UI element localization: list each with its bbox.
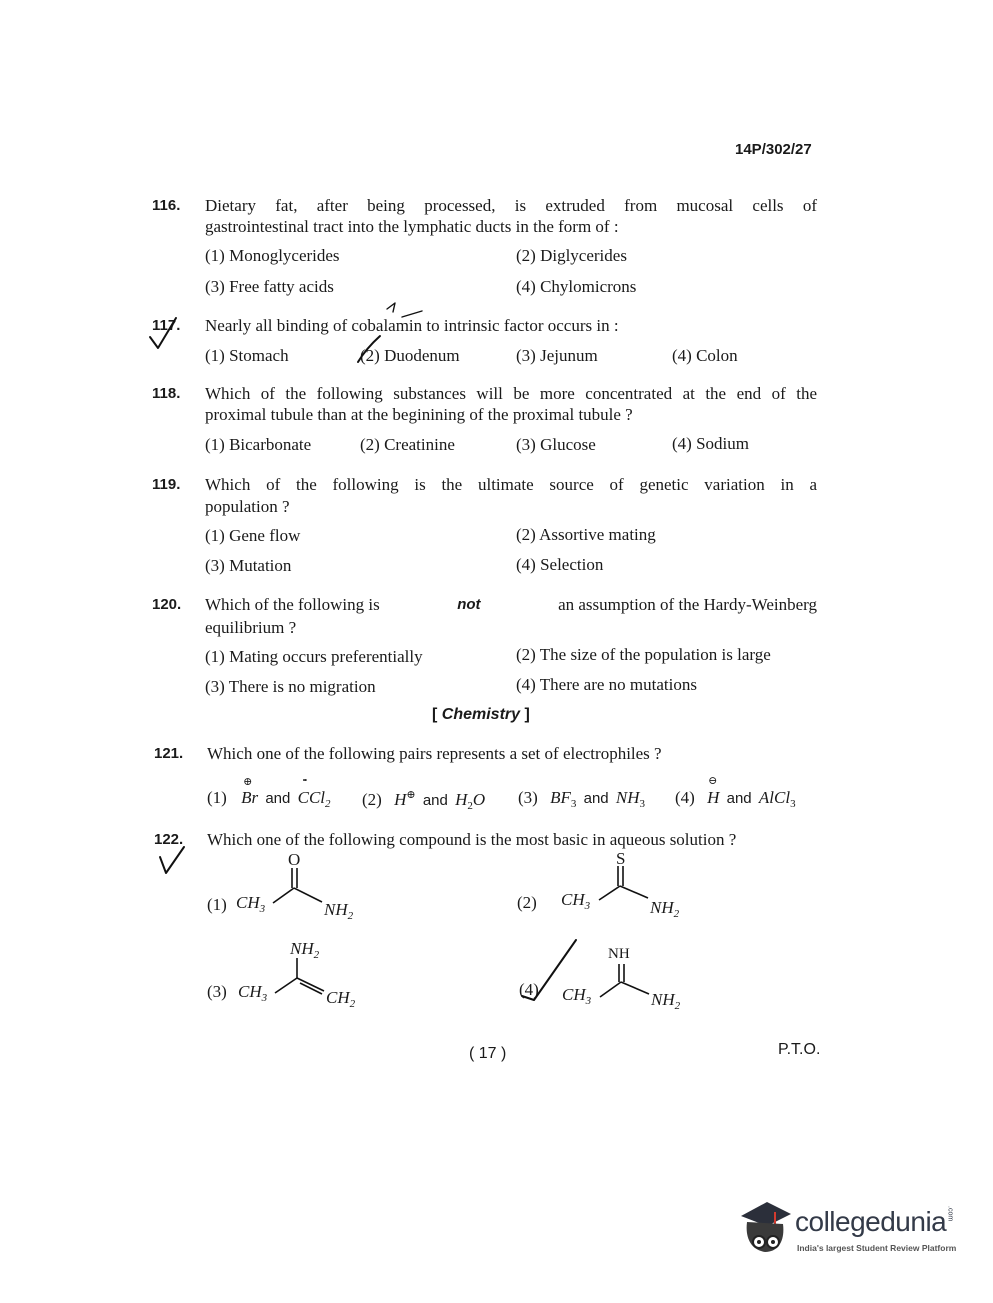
option-3: (3) Free fatty acids (205, 277, 334, 296)
question-text-line: equilibrium ? (205, 618, 297, 637)
option-4: (4) Selection (516, 555, 604, 574)
question-number: 120. (152, 596, 182, 613)
text-part: an assumption of the Hardy-Weinberg (558, 595, 817, 614)
option-1: (1) Stomach (205, 346, 289, 365)
option-3: (3) Jejunum (516, 346, 598, 365)
option-2: (2) Assortive mating (516, 525, 656, 544)
enamine-bonds (272, 958, 332, 998)
option-2: (2) Creatinine (360, 435, 455, 454)
methyl-group: $CH_3$ (238, 982, 268, 1004)
amidine-bonds (597, 964, 657, 1004)
question-text-line: Dietary fat, after being processed, is extruded from mucosal cells of (205, 196, 817, 215)
option-label: (1) (207, 895, 227, 914)
question-text-line: Which of the following is the ultimate source of genetic variation in a (205, 475, 817, 494)
question-text-line: Which of the following substances will be more concentrated at the end of the (205, 384, 817, 403)
collegedunia-watermark (737, 1198, 963, 1262)
pto-label: P.T.O. (778, 1041, 821, 1058)
question-text-line: Nearly all binding of cobalamin to intrinsic factor occurs in : (205, 316, 619, 335)
methyl-group: $CH_3$ (236, 893, 266, 915)
question-text-line (205, 594, 817, 615)
section-title: Chemistry (441, 706, 521, 723)
thiocarbonyl-bonds (596, 866, 656, 906)
option-4: (4) Chylomicrons (516, 277, 637, 296)
emphasis-not: not (457, 596, 481, 613)
question-text-line: population ? (205, 497, 290, 516)
option-3: (3) There is no migration (205, 677, 376, 696)
oxygen-atom: O (288, 850, 301, 869)
option-label: (4) (519, 980, 539, 999)
paper-code: 14P/302/27 (735, 141, 812, 158)
option-1: (1) Monoglycerides (205, 246, 340, 265)
option-4: (4) Sodium (672, 434, 749, 453)
carbonyl-bonds (270, 868, 330, 908)
question-number: 118. (152, 385, 181, 402)
amino-group: $NH_2$ (324, 900, 354, 922)
amino-group: $NH_2$ (651, 990, 681, 1012)
option-4: (4) ⊖ H and AlCl$_3$ (675, 775, 796, 810)
section-heading: [ Chemistry ] (432, 706, 530, 723)
option-label: (2) (517, 893, 537, 912)
option-1: (1) Mating occurs preferentially (205, 647, 423, 666)
question-number: 119. (152, 476, 181, 493)
brand-name: collegedunia.com (795, 1206, 954, 1237)
tick-mark-122 (160, 847, 184, 873)
methylene-group: $CH_2$ (326, 988, 356, 1010)
question-number: 122. (154, 831, 184, 848)
question-text-line: proximal tubule than at the beginining of the proximal tubule ? (205, 405, 633, 424)
amino-group: $NH_2$ (290, 939, 320, 961)
page-number: ( 17 ) (469, 1045, 507, 1062)
sulfur-atom: S (616, 849, 626, 868)
brand-tagline: India's largest Student Review Platform (797, 1243, 957, 1253)
option-3: (3) $BF_3$ and $NH_3$ (518, 788, 646, 810)
option-2: (2) Diglycerides (516, 246, 627, 265)
brand-suffix: .com (946, 1206, 954, 1222)
option-3: (3) Mutation (205, 556, 292, 575)
option-3: (3) Glucose (516, 435, 596, 454)
option-1: (1) Bicarbonate (205, 435, 312, 454)
methyl-group: $CH_3$ (561, 890, 591, 912)
option-1: (1) Gene flow (205, 526, 301, 545)
question-text-line: gastrointestinal tract into the lymphatic ducts in the form of : (205, 217, 619, 236)
methyl-group: $CH_3$ (562, 985, 592, 1007)
positive-charge-symbol: ⊕ (243, 776, 253, 788)
text-part: Which of the following is (205, 595, 380, 614)
option-1: (1) ⊕ Br and •• CCl$_2$ (207, 776, 331, 810)
student-mascot-icon (737, 1198, 793, 1262)
option-2: (2) Duodenum (360, 346, 460, 365)
question-text-line: Which one of the following pairs represents a set of electrophiles ? (207, 744, 662, 763)
negative-charge-symbol: ⊖ (708, 775, 718, 787)
question-number: 117. (152, 317, 181, 334)
question-text-line: Which one of the following compound is the most basic in aqueous solution ? (207, 830, 737, 849)
option-2: (2) The size of the population is large (516, 645, 771, 664)
lone-pair-dots: •• (302, 776, 307, 785)
amino-group: $NH_2$ (650, 898, 680, 920)
option-label: (3) (207, 982, 227, 1001)
option-2: (2) H⊕ and $H_2O$ (362, 789, 486, 812)
imine-group: NH (608, 946, 630, 962)
question-number: 116. (152, 197, 181, 214)
option-4: (4) Colon (672, 346, 738, 365)
option-4: (4) There are no mutations (516, 675, 697, 694)
question-number: 121. (154, 745, 184, 762)
